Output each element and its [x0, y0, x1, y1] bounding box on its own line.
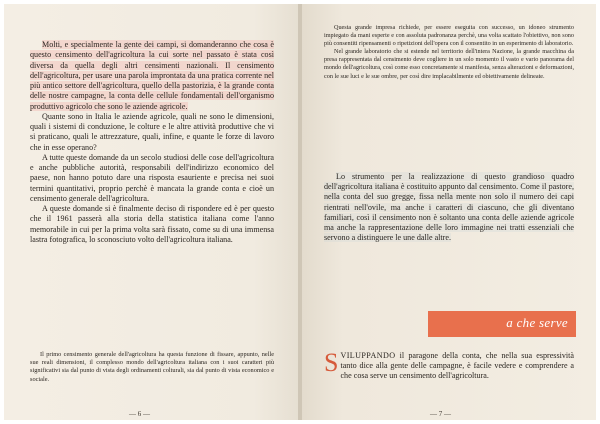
- left-footnote-paragraph: Il primo censimento generale dell'agricoltura ha questa funzione di fissare, appunto, nelle sue reali dimensioni, il complesso mondo dell'agricoltura italiana con i suoi caratteri più significativi sia dal punto di vista degli ordinamenti colturali, sia dal punto di vista economico e sociale.: [30, 351, 274, 383]
- left-paragraph-1: [30, 40, 274, 112]
- page-number-left: — 6 —: [129, 410, 150, 418]
- right-paragraph-2: Nel grande laboratorio che si estende nel territorio dell'intera Nazione, la grande macchina da presa rappresentata dal censimento deve cogliere in un solo momento il vasto e vario panorama del mondo dell'agricoltura, così come esso concretamente si manifesta, senza alterazioni e deformazioni, con le sue luci e le sue ombre, per così dire implacabilmente ed obiettivamente delineate.: [324, 48, 574, 80]
- lead-word: VILUPPANDO: [340, 351, 396, 360]
- left-page: [4, 4, 298, 420]
- left-paragraph-4: A queste domande si è finalmente deciso di rispondere ed è per questo che il 1961 passerà alla storia della statistica italiana come l'anno memorabile in cui per la prima volta sarà fissato, come su di una immensa lastra fotografica, lo sconosciuto volto dell'agricoltura italiana.: [30, 204, 274, 244]
- highlighted-passage: Molti, e specialmente la gente dei campi, si domanderanno che cosa è questo censimento dell'agricoltura la cui sorte nel passato è stata così diversa da quella degli altri censimenti nazionali. Il censimento dell'agricoltura, per usare una parola improntata da una pratica corrente nel più antico settore dell'agricoltura, quello della pastorizia, è la grande conta delle nostre campagne, la conta delle cellule fondamentali dell'organismo produttivo agricolo che sono le aziende agricole.: [30, 40, 274, 111]
- left-main-text: [30, 40, 274, 245]
- lead-paragraph-text: Lo strumento per la realizzazione di questo grandioso quadro dell'agricoltura italiana è costituito appunto dal censimento. Come il pastore, nella conta del suo gregge, fissa nella mente non solo il numero dei capi rientrati nell'ovile, ma anche i caratteri di ciascuno, che gli diventano familiari, così il censimento non è soltanto una conta delle aziende agricole ma anche la rappresentazione delle loro immagine nei tratti essenziali che servono a distinguere le une dalle altre.: [324, 172, 574, 243]
- drop-cap: S: [324, 348, 339, 377]
- left-paragraph-2: Quante sono in Italia le aziende agricole, quali ne sono le dimensioni, quali i sistemi di conduzione, le colture e le altre attività produttive che vi si praticano, quali le attrezzature, quali, infine, e quante le forze di lavoro che in esse operano?: [30, 111, 274, 152]
- page-number-right: — 7 —: [430, 410, 451, 418]
- right-top-text: [324, 24, 574, 81]
- section-banner: [428, 311, 576, 337]
- right-lead-paragraph: [324, 172, 574, 243]
- left-paragraph-3: A tutte queste domande da un secolo studiosi delle cose dell'agricoltura e anche pubbliche autorità, responsabili dell'indirizzo economico del paese, non hanno potuto dare una risposta esauriente e precisa nei suoi termini quantitativi, proprio perchè è mancata la grande conta e cioè un censimento generale dell'agricoltura.: [30, 152, 274, 203]
- right-closing-paragraph: [324, 348, 574, 382]
- closing-text: il paragone della conta, che nella sua espressività tanto dice alla gente delle campagne, è facile vedere e comprendere a che cosa serve un censimento dell'agricoltura.: [340, 351, 574, 381]
- right-page: [302, 4, 596, 420]
- section-title: a che serve: [506, 315, 568, 330]
- right-paragraph-1: Questa grande impresa richiede, per essere eseguita con successo, un idoneo strumento impiegato da mani esperte e con assoluta padronanza perchè, una volta scattato l'obiettivo, non sono più consentiti ripensamenti o ripetizioni dell'opera con il consentito in un esperimento di laboratorio.: [324, 24, 574, 48]
